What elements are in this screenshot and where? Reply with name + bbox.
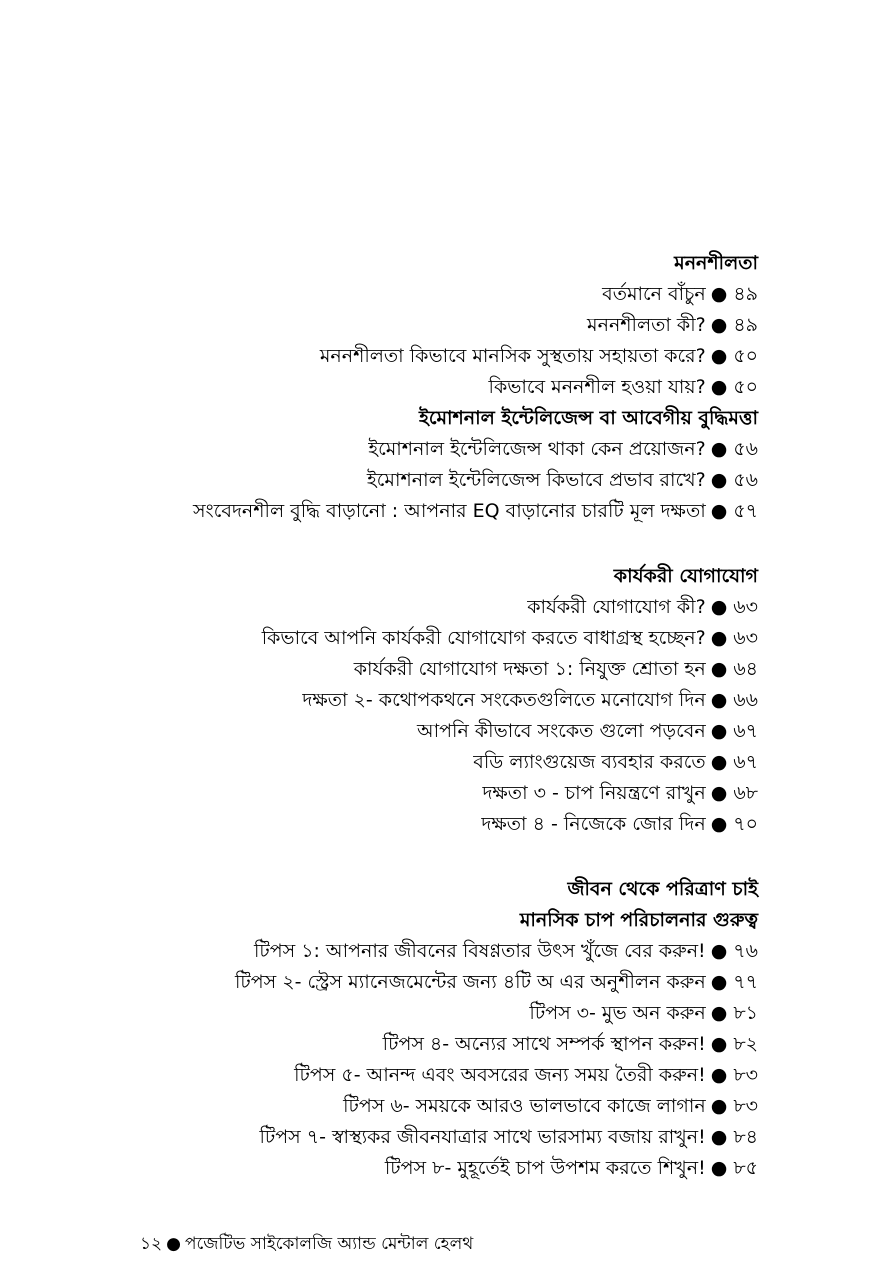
bullet-icon: ● [710, 751, 728, 773]
bullet-icon: ● [710, 283, 728, 305]
toc-entry [118, 936, 758, 967]
bullet-icon: ● [710, 596, 728, 618]
entry-title: মননশীলতা কিভাবে মানসিক সুস্থতায় সহায়তা করে? [319, 345, 706, 367]
toc-entry [118, 809, 758, 840]
section-heading: জীবন থেকে পরিত্রাণ চাই [567, 878, 758, 900]
toc-entry [118, 967, 758, 998]
entry-page: ৫৬ [733, 469, 758, 491]
bullet-icon: ● [710, 345, 728, 367]
bullet-icon: ● [710, 971, 728, 993]
bullet-icon: ● [710, 782, 728, 804]
entry-page: ৬৮ [733, 782, 758, 804]
entry-page: ৮২ [733, 1033, 758, 1055]
bullet-icon: ● [710, 627, 728, 649]
bullet-icon: ● [710, 940, 728, 962]
page-number: ১২ [140, 1234, 163, 1254]
entry-title: টিপস ৫- আনন্দ এবং অবসরের জন্য সময় তৈরী করুন! [294, 1064, 706, 1086]
entry-title: ইমোশনাল ইন্টেলিজেন্স কিভাবে প্রভাব রাখে? [366, 469, 706, 491]
bullet-icon: ● [710, 1095, 728, 1117]
bullet-icon: ● [710, 376, 728, 398]
toc-entry [118, 434, 758, 465]
toc-entry [118, 747, 758, 778]
toc-entry [118, 279, 758, 310]
entry-page: ৬৩ [733, 596, 758, 618]
toc-entry [118, 716, 758, 747]
toc-entry [118, 1060, 758, 1091]
entry-title: কিভাবে আপনি কার্যকরী যোগাযোগ করতে বাধাগ্রস্থ হচ্ছেন? [261, 627, 706, 649]
bullet-icon: ● [710, 500, 728, 522]
entry-title: কার্যকরী যোগাযোগ দক্ষতা ১: নিযুক্ত শ্রোতা হন [353, 658, 706, 680]
entry-title: আপনি কীভাবে সংকেত গুলো পড়বেন [417, 720, 706, 742]
toc-entry [118, 1153, 758, 1184]
toc-entry [118, 778, 758, 809]
entry-page: ৭৭ [733, 971, 758, 993]
entry-title: টিপস ৩- মুভ অন করুন [529, 1002, 706, 1024]
bullet-icon: ● [710, 438, 728, 460]
entry-title: মননশীলতা কী? [587, 314, 706, 336]
table-of-contents [118, 248, 758, 1218]
entry-page: ৪৯ [733, 283, 758, 305]
entry-page: ৮৪ [733, 1126, 758, 1148]
toc-section [118, 248, 758, 527]
toc-entry [118, 1091, 758, 1122]
toc-section [118, 874, 758, 1184]
toc-entry [118, 685, 758, 716]
toc-entry [118, 372, 758, 403]
entry-page: ৫৬ [733, 438, 758, 460]
section-heading: কার্যকরী যোগাযোগ [613, 565, 758, 587]
entry-page: ৭৬ [733, 940, 758, 962]
bullet-icon: ● [710, 1126, 728, 1148]
entry-page: ৪৯ [733, 314, 758, 336]
entry-title: দক্ষতা ২- কথোপকথনে সংকেতগুলিতে মনোযোগ দিন [302, 689, 706, 711]
toc-section [118, 561, 758, 840]
entry-title: ইমোশনাল ইন্টেলিজেন্স থাকা কেন প্রয়োজন? [368, 438, 706, 460]
section-heading: ইমোশনাল ইন্টেলিজেন্স বা আবেগীয় বুদ্ধিমত্তা [418, 407, 758, 429]
bullet-icon: ● [710, 1033, 728, 1055]
bullet-icon: ● [710, 469, 728, 491]
toc-entry [118, 465, 758, 496]
entry-page: ৮৫ [733, 1157, 758, 1179]
entry-title: কার্যকরী যোগাযোগ কী? [527, 596, 706, 618]
section-heading: মননশীলতা [674, 252, 758, 274]
entry-title: সংবেদনশীল বুদ্ধি বাড়ানো : আপনার EQ বাড়ানোর চারটি মূল দক্ষতা [193, 500, 706, 522]
book-title: পজেটিভ সাইকোলজি অ্যান্ড মেন্টাল হেলথ [184, 1234, 474, 1254]
entry-page: ৫০ [733, 376, 758, 398]
toc-entry [118, 654, 758, 685]
entry-page: ৬৭ [733, 751, 758, 773]
bullet-icon: ● [710, 1002, 728, 1024]
entry-page: ৭০ [733, 813, 758, 835]
bullet-icon: ● [166, 1234, 181, 1254]
page-footer [140, 1232, 473, 1256]
toc-entry [118, 341, 758, 372]
toc-entry [118, 623, 758, 654]
entry-title: টিপস ৪- অন্যের সাথে সম্পর্ক স্থাপন করুন! [382, 1033, 706, 1055]
toc-entry [118, 310, 758, 341]
toc-entry [118, 1122, 758, 1153]
bullet-icon: ● [710, 1157, 728, 1179]
entry-title: টিপস ৬- সময়কে আরও ভালভাবে কাজে লাগান [343, 1095, 706, 1117]
entry-page: ৬৭ [733, 720, 758, 742]
entry-page: ৮১ [733, 1002, 758, 1024]
bullet-icon: ● [710, 658, 728, 680]
entry-page: ৫৭ [733, 500, 758, 522]
bullet-icon: ● [710, 813, 728, 835]
toc-entry [118, 1029, 758, 1060]
entry-title: দক্ষতা ৪ - নিজেকে জোর দিন [481, 813, 706, 835]
bullet-icon: ● [710, 1064, 728, 1086]
toc-entry [118, 998, 758, 1029]
entry-page: ৬৪ [733, 658, 758, 680]
toc-entry [118, 592, 758, 623]
entry-title: বডি ল্যাংগুয়েজ ব্যবহার করতে [473, 751, 706, 773]
entry-page: ৫০ [733, 345, 758, 367]
entry-title: টিপস ৮- মুহূর্তেই চাপ উপশম করতে শিখুন! [384, 1157, 706, 1179]
entry-title: দক্ষতা ৩ - চাপ নিয়ন্ত্রণে রাখুন [482, 782, 706, 804]
section-subheading: মানসিক চাপ পরিচালনার গুরুত্ব [519, 909, 758, 931]
entry-title: টিপস ১: আপনার জীবনের বিষণ্ণতার উৎস খুঁজে বের করুন! [253, 940, 706, 962]
toc-entry [118, 496, 758, 527]
bullet-icon: ● [710, 720, 728, 742]
bullet-icon: ● [710, 689, 728, 711]
entry-title: বর্তমানে বাঁচুন [602, 283, 706, 305]
entry-title: টিপস ২- স্ট্রেস ম্যানেজমেন্টের জন্য ৪টি অ এর অনুশীলন করুন [234, 971, 706, 993]
entry-title: টিপস ৭- স্বাস্থ্যকর জীবনযাত্রার সাথে ভারসাম্য বজায় রাখুন! [259, 1126, 706, 1148]
entry-page: ৮৩ [733, 1095, 758, 1117]
entry-page: ৬৬ [733, 689, 758, 711]
entry-title: কিভাবে মননশীল হওয়া যায়? [488, 376, 706, 398]
entry-page: ৮৩ [733, 1064, 758, 1086]
bullet-icon: ● [710, 314, 728, 336]
entry-page: ৬৩ [733, 627, 758, 649]
